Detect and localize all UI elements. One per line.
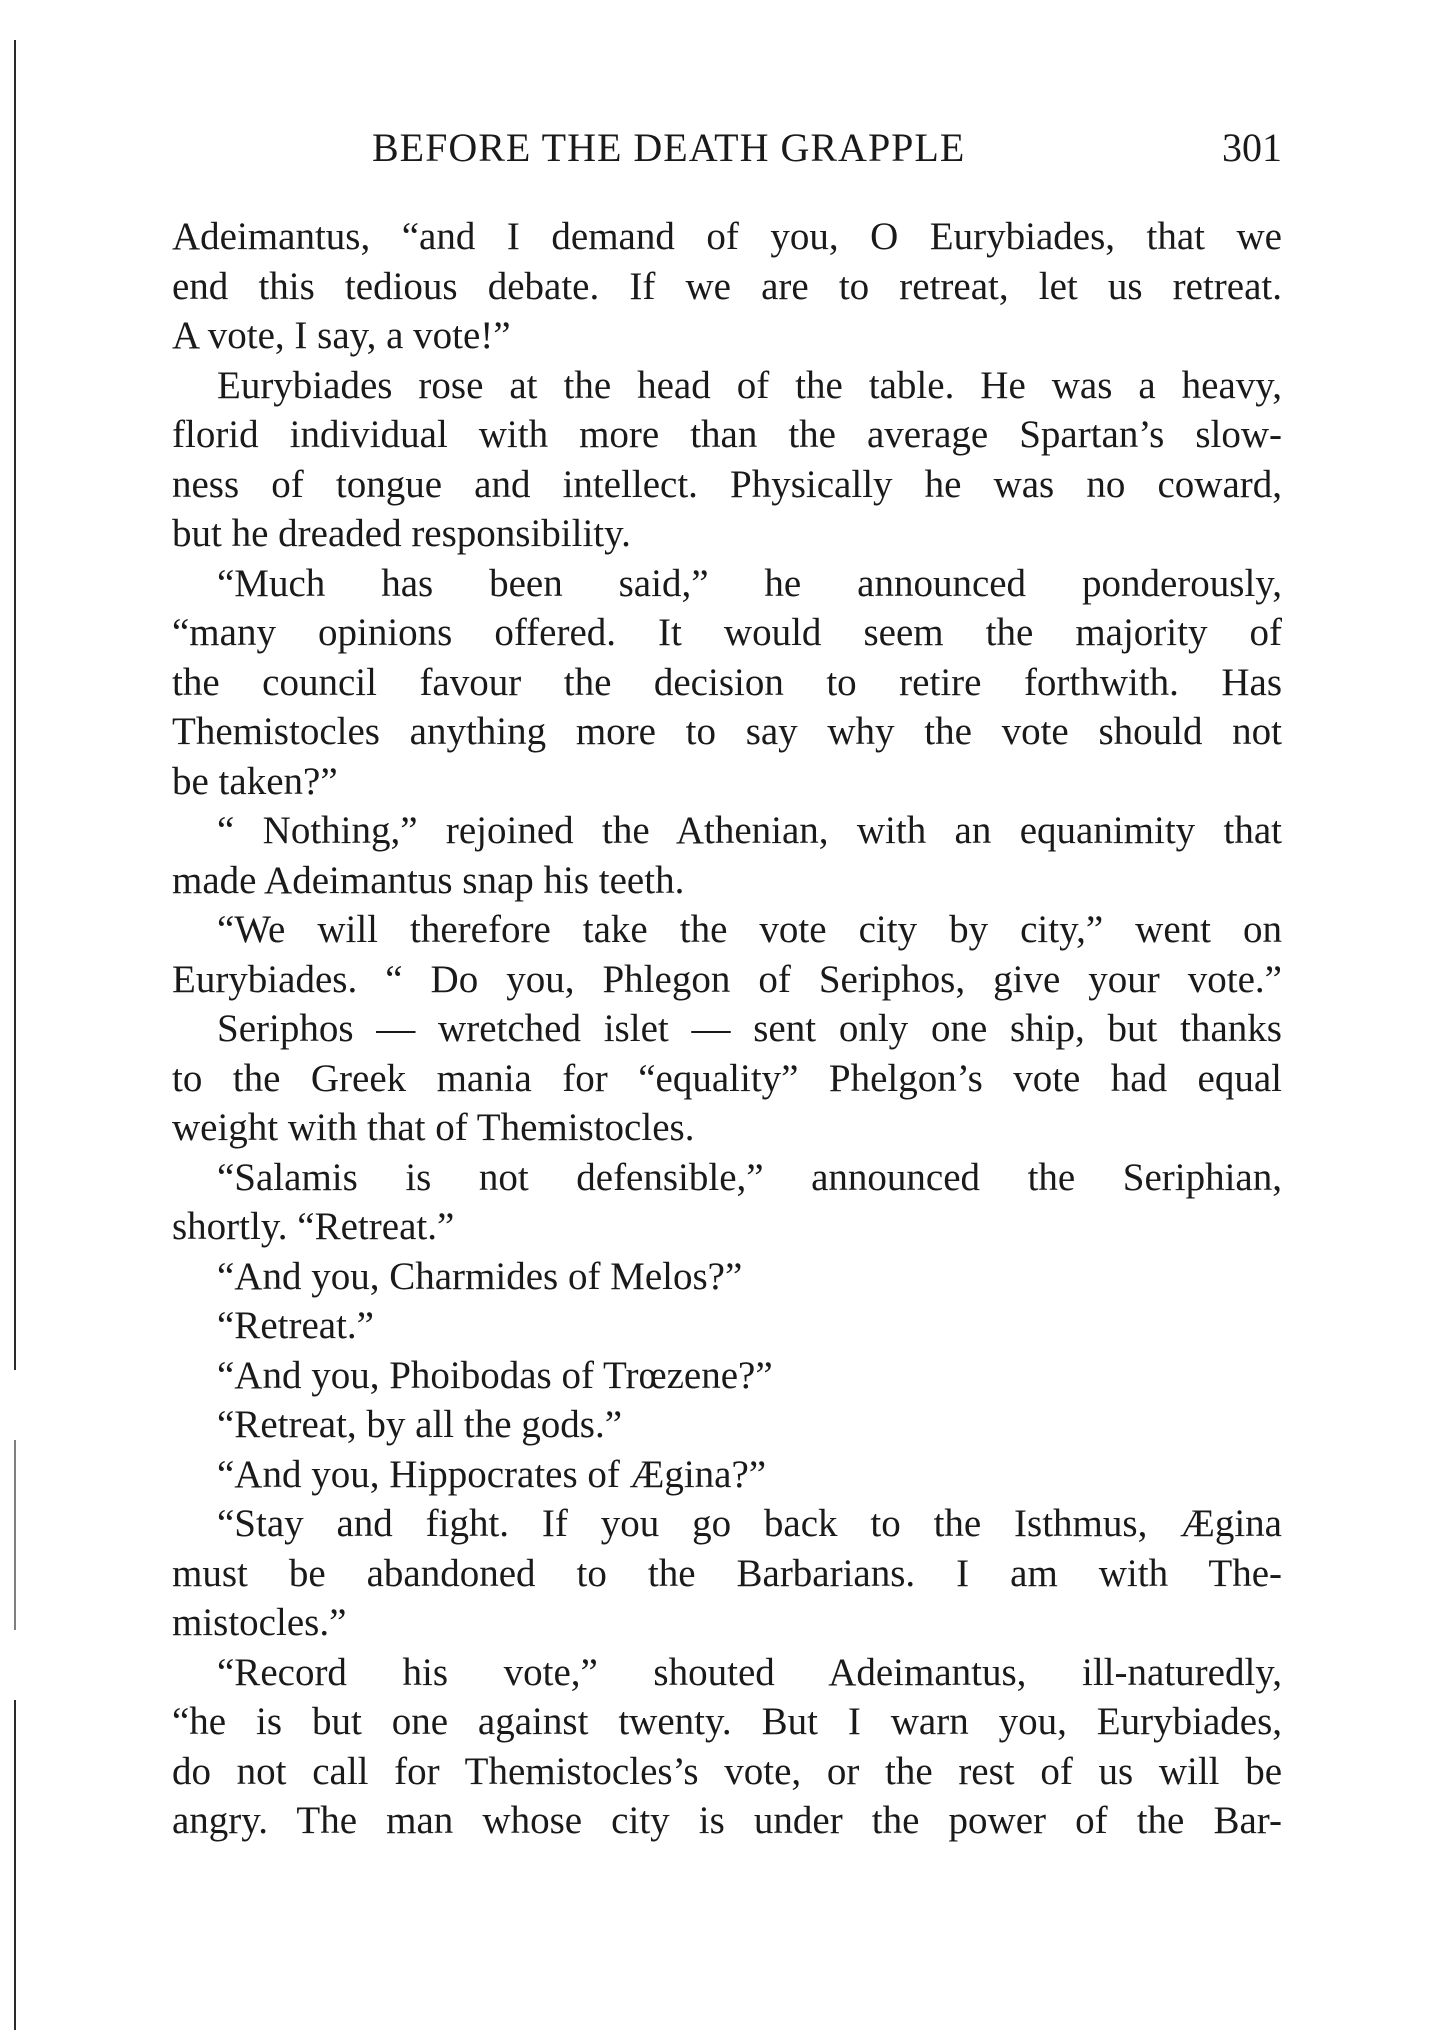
- body-text: [172, 212, 1282, 1846]
- text-line: end this tedious debate. If we are to retreat, let us retreat.: [172, 264, 1282, 308]
- text-line: Seriphos — wretched islet — sent only one ship, but thanks: [217, 1007, 1282, 1050]
- text-line: weight with that of Themistocles.: [172, 1106, 695, 1149]
- text-line: “Salamis is not defensible,” announced the Seriphian,: [217, 1155, 1282, 1199]
- text-line: “Retreat, by all the gods.”: [217, 1403, 623, 1446]
- text-line: florid individual with more than the average Spartan’s slow-: [172, 413, 1282, 456]
- scan-edge-line: [14, 40, 16, 1370]
- text-line: angry. The man whose city is under the power of the Bar-: [172, 1799, 1282, 1842]
- text-line: made Adeimantus snap his teeth.: [172, 858, 685, 902]
- page-header: [172, 124, 1282, 174]
- paragraph: [172, 905, 1282, 1004]
- text-line: to the Greek mania for “equality” Phelgon’s vote had equal: [172, 1056, 1282, 1100]
- text-line: “Stay and fight. If you go back to the Isthmus, Ægina: [217, 1502, 1282, 1545]
- page-number: 301: [1222, 125, 1282, 170]
- text-line: “Retreat.”: [217, 1304, 374, 1347]
- paragraph: [172, 1499, 1282, 1648]
- paragraph: [172, 1648, 1282, 1846]
- text-line: be taken?”: [172, 759, 338, 803]
- text-line: “We will therefore take the vote city by city,” went on: [217, 908, 1282, 951]
- paragraph: [172, 1400, 1282, 1450]
- text-line: “ Nothing,” rejoined the Athenian, with an equanimity that: [217, 809, 1282, 852]
- text-line: do not call for Themistocles’s vote, or the rest of us will be: [172, 1749, 1282, 1793]
- paragraph: [172, 1153, 1282, 1252]
- paragraph: [172, 806, 1282, 905]
- paragraph: [172, 1450, 1282, 1500]
- paragraph: [172, 1252, 1282, 1302]
- scan-edge-line: [14, 1700, 16, 2030]
- text-line: “many opinions offered. It would seem the majority of: [172, 611, 1282, 654]
- text-line: must be abandoned to the Barbarians. I am with The-: [172, 1551, 1282, 1595]
- text-line: Adeimantus, “and I demand of you, O Eurybiades, that we: [172, 215, 1282, 258]
- text-line: Eurybiades rose at the head of the table. He was a heavy,: [217, 363, 1282, 407]
- text-line: ness of tongue and intellect. Physically he was no coward,: [172, 462, 1282, 506]
- paragraph: [172, 1301, 1282, 1351]
- paragraph: [172, 361, 1282, 559]
- paragraph: [172, 559, 1282, 807]
- text-line: “And you, Hippocrates of Ægina?”: [217, 1452, 767, 1496]
- paragraph: [172, 1351, 1282, 1401]
- text-line: A vote, I say, a vote!”: [172, 314, 511, 357]
- text-line: “And you, Charmides of Melos?”: [217, 1254, 743, 1298]
- text-line: “Much has been said,” he announced ponderously,: [217, 561, 1282, 605]
- text-line: Themistocles anything more to say why the vote should not: [172, 710, 1282, 753]
- paragraph: [172, 1004, 1282, 1153]
- text-line: Eurybiades. “ Do you, Phlegon of Seriphos, give your vote.”: [172, 957, 1282, 1001]
- text-line: mistocles.”: [172, 1601, 347, 1644]
- running-head: BEFORE THE DEATH GRAPPLE: [372, 125, 966, 170]
- text-line: “Record his vote,” shouted Adeimantus, ill-naturedly,: [217, 1650, 1282, 1694]
- paragraph: [172, 212, 1282, 361]
- text-line: the council favour the decision to retire forthwith. Has: [172, 660, 1282, 704]
- text-line: “And you, Phoibodas of Trœzene?”: [217, 1353, 773, 1397]
- scan-edge-line: [14, 1440, 16, 1630]
- text-line: “he is but one against twenty. But I warn you, Eurybiades,: [172, 1700, 1282, 1743]
- text-line: but he dreaded responsibility.: [172, 512, 631, 555]
- text-line: shortly. “Retreat.”: [172, 1205, 455, 1248]
